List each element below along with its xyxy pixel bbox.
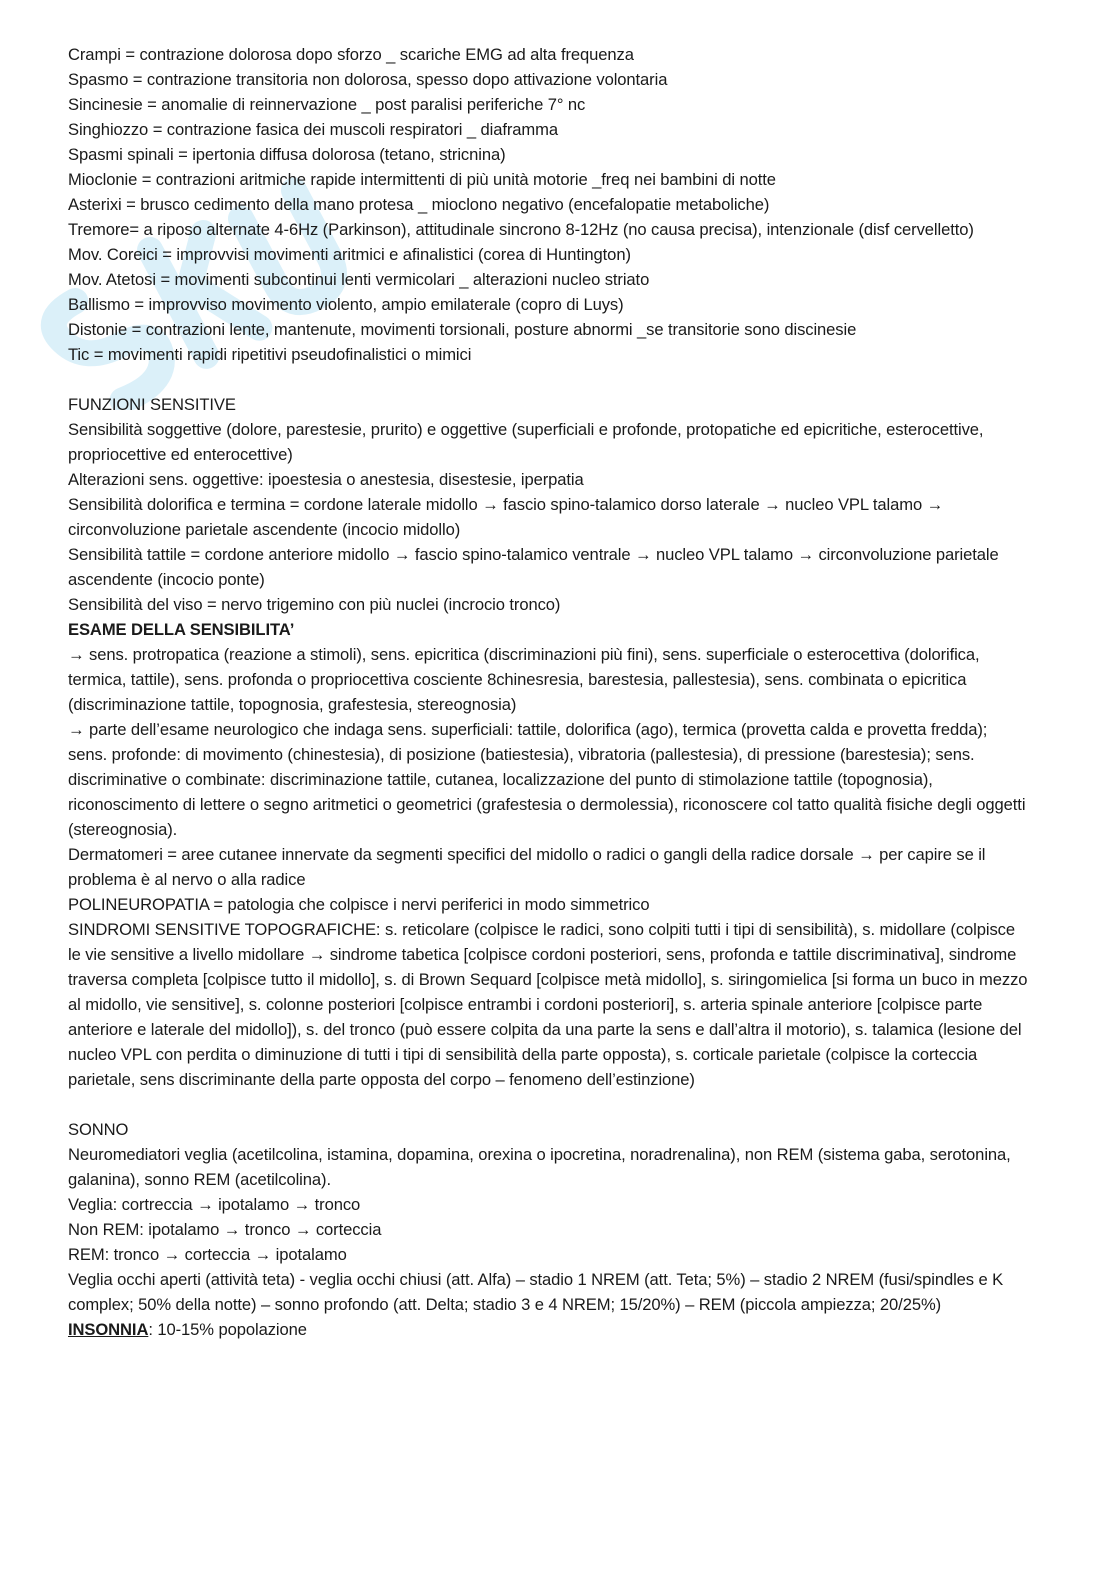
text-line: POLINEUROPATIA = patologia che colpisce i nervi periferici in modo simmetrico — [68, 895, 650, 914]
text-line: Mioclonie = contrazioni aritmiche rapide intermittenti di più unità motorie _freq nei bambini di notte — [68, 170, 776, 189]
document-page — [68, 42, 1028, 1342]
text-line: Mov. Atetosi = movimenti subcontinui lenti vermicolari _ alterazioni nucleo striato — [68, 270, 650, 289]
text-paragraph: → parte dell’esame neurologico che indaga sens. superficiali: tattile, dolorifica (ago), termica (provetta calda e provetta fredda); sens. profonde: di movimento (chinestesia), di posizione (batiestesia), vibratoria (pallestesia), di pressione (barestesia); sens. discriminative o combinate: discriminazione tattile, cutanea, localizzazione del punto di stimolazione tattile (topognosia), riconoscimento di lettere o segno aritmetici o geometrici (grafestesia o dermolessia), riconoscere col tatto qualità fisiche degli oggetti (stereognosia). — [68, 720, 1026, 839]
text-line: Asterixi = brusco cedimento della mano protesa _ mioclono negativo (encefalopatie metaboliche) — [68, 195, 770, 214]
text-line: Mov. Coreici = improvvisi movimenti aritmici e afinalistici (corea di Huntington) — [68, 245, 631, 264]
section-heading: SONNO — [68, 1120, 129, 1139]
text-line: REM: tronco → corteccia → ipotalamo — [68, 1245, 347, 1264]
text-line: Tic = movimenti rapidi ripetitivi pseudofinalistici o mimici — [68, 345, 472, 364]
subsection-heading: ESAME DELLA SENSIBILITA’ — [68, 620, 295, 639]
text-line: Spasmo = contrazione transitoria non dolorosa, spesso dopo attivazione volontaria — [68, 70, 668, 89]
text-paragraph: → sens. protropatica (reazione a stimoli), sens. epicritica (discriminazioni più fini), sens. superficiale o esterocettiva (dolorifica, termica, tattile), sens. profonda o propriocettiva cosciente 8chinesresia, barestesia, pallestesia), sens. combinata o epicritica (discriminazione tattile, topognosia, grafestesia, stereognosia) — [68, 645, 980, 714]
text-line: Alterazioni sens. oggettive: ipoestesia o anestesia, disestesie, iperpatia — [68, 470, 584, 489]
insonnia-text: : 10-15% popolazione — [148, 1320, 307, 1339]
insonnia-line — [68, 1317, 1028, 1342]
funzioni-sensitive-section — [68, 392, 1028, 1092]
text-line: Veglia: cortreccia → ipotalamo → tronco — [68, 1195, 361, 1214]
section-heading: FUNZIONI SENSITIVE — [68, 395, 236, 414]
text-paragraph: Dermatomeri = aree cutanee innervate da segmenti specifici del midollo o radici o gangli della radice dorsale → per capire se il problema è al nervo o alla radice — [68, 845, 986, 889]
text-line: Singhiozzo = contrazione fasica dei muscoli respiratori _ diaframma — [68, 120, 558, 139]
blank-line — [68, 1092, 1028, 1117]
sonno-section — [68, 1117, 1028, 1342]
text-line: Distonie = contrazioni lente, mantenute, movimenti torsionali, posture abnormi _se transitorie sono discinesie — [68, 320, 857, 339]
text-paragraph: Sensibilità dolorifica e termina = cordone laterale midollo → fascio spino-talamico dorso laterale → nucleo VPL talamo → circonvoluzione parietale ascendente (incocio midollo) — [68, 495, 944, 539]
text-paragraph: Tremore= a riposo alternate 4-6Hz (Parkinson), attitudinale sincrono 8-12Hz (no causa precisa), intenzionale (disf cervelletto) — [68, 220, 974, 239]
text-paragraph: SINDROMI SENSITIVE TOPOGRAFICHE: s. reticolare (colpisce le radici, sono colpiti tutti i tipi di sensibilità), s. midollare (colpisce le vie sensitive a livello midollare → sindrome tabetica [colpisce cordoni posteriori, sens, profonda e tattile discriminativa], sindrome traversa completa [colpisce tutto il midollo], s. di Brown Sequard [colpisce metà midollo], s. siringomielica [si forma un buco in mezzo al midollo, vie sensitive], s. colonne posteriori [colpisce entrambi i cordoni posteriori], s. arteria spinale anteriore [colpisce parte anteriore e laterale del midollo]), s. del tronco (può essere colpita da una parte la sens e dall’altra il motorio), s. talamica (lesione del nucleo VPL con perdita o diminuzione di tutti i tipi di sensibilità della parte opposta), s. corticale parietale (colpisce la corteccia parietale, sens discriminante della parte opposta del corpo – fenomeno dell’estinzione) — [68, 920, 1028, 1089]
text-paragraph: Veglia occhi aperti (attività teta) - veglia occhi chiusi (att. Alfa) – stadio 1 NREM (att. Teta; 5%) – stadio 2 NREM (fusi/spindles e K complex; 50% della notte) – sonno profondo (att. Delta; stadio 3 e 4 NREM; 15/20%) – REM (piccola ampiezza; 20/25%) — [68, 1270, 1004, 1314]
text-line: Sensibilità del viso = nervo trigemino con più nuclei (incrocio tronco) — [68, 595, 561, 614]
movimenti-section — [68, 42, 1028, 367]
text-line: Spasmi spinali = ipertonia diffusa dolorosa (tetano, stricnina) — [68, 145, 506, 164]
text-paragraph: Neuromediatori veglia (acetilcolina, istamina, dopamina, orexina o ipocretina, noradrenalina), non REM (sistema gaba, serotonina, galanina), sonno REM (acetilcolina). — [68, 1145, 1011, 1189]
text-line: Sincinesie = anomalie di reinnervazione _ post paralisi periferiche 7° nc — [68, 95, 586, 114]
text-paragraph: Sensibilità soggettive (dolore, parestesie, prurito) e oggettive (superficiali e profonde, protopatiche ed epicritiche, esterocettive, propriocettive ed enterocettive) — [68, 420, 984, 464]
text-line: Non REM: ipotalamo → tronco → corteccia — [68, 1220, 382, 1239]
text-line: Ballismo = improvviso movimento violento, ampio emilaterale (copro di Luys) — [68, 295, 624, 314]
text-line: Crampi = contrazione dolorosa dopo sforzo _ scariche EMG ad alta frequenza — [68, 45, 634, 64]
blank-line — [68, 367, 1028, 392]
insonnia-label: INSONNIA — [68, 1320, 149, 1339]
text-paragraph: Sensibilità tattile = cordone anteriore midollo → fascio spino-talamico ventrale → nucleo VPL talamo → circonvoluzione parietale ascendente (incocio ponte) — [68, 545, 999, 589]
